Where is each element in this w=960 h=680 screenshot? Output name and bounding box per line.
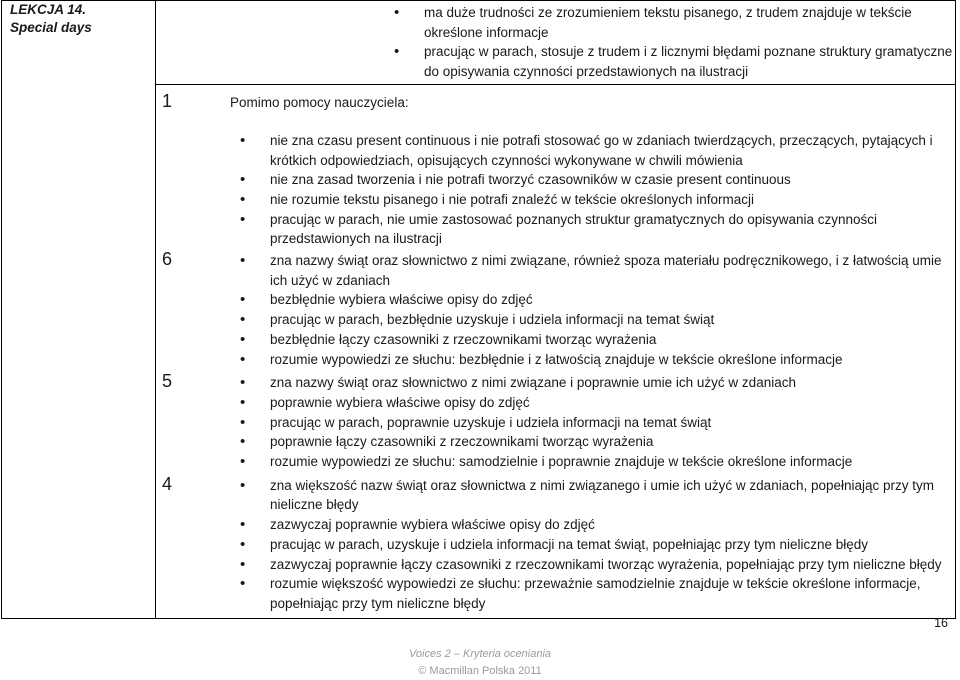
grade-5-number: 5 bbox=[162, 371, 173, 392]
grade-6-block bbox=[156, 251, 955, 369]
list-item: • zazwyczaj poprawnie łączy czasowniki z rzeczownikami tworząc wyrażenia, popełniając przy tym nieliczne błędy bbox=[270, 555, 955, 575]
grade-6-list bbox=[156, 251, 955, 369]
grade-5-list bbox=[156, 373, 955, 472]
list-item: • pracując w parach, stosuje z trudem i z licznymi błędami poznane struktury gramatyczne do opisywania czynności przedstawionych na ilustracji bbox=[424, 42, 955, 81]
grade-4-list bbox=[156, 473, 955, 614]
list-item: • bezbłędnie łączy czasowniki z rzeczownikami tworząc wyrażenia bbox=[270, 330, 955, 350]
list-item: • nie zna zasad tworzenia i nie potrafi tworzyć czasowników w czasie present continuous bbox=[270, 170, 955, 190]
grade-1-number: 1 bbox=[162, 90, 173, 111]
list-item: • nie zna czasu present continuous i nie potrafi stosować go w zdaniach twierdzących, przeczących, pytających i krótkich odpowiedziach, opisujących czynności wykonywane w chwili mówienia bbox=[270, 131, 955, 170]
grade-1-intro: Pomimo pomocy nauczyciela: bbox=[230, 94, 409, 110]
list-item: • pracując w parach, nie umie zastosować poznanych struktur gramatycznych do opisywania czynności przedstawionych na ilustracji bbox=[270, 210, 955, 249]
top-block-cell bbox=[156, 1, 956, 85]
criteria-table bbox=[1, 0, 956, 619]
list-item: • rozumie wypowiedzi ze słuchu: samodzielnie i poprawnie znajduje w tekście określone informacje bbox=[270, 452, 955, 472]
top-block-list bbox=[156, 3, 955, 82]
list-item: • rozumie większość wypowiedzi ze słuchu: przeważnie samodzielnie znajduje w tekście określone informacje, popełniając przy tym nieliczne błędy bbox=[270, 574, 955, 613]
list-item: • rozumie wypowiedzi ze słuchu: bezbłędnie i z łatwością znajduje w tekście określone informacje bbox=[270, 350, 955, 370]
lesson-title bbox=[2, 1, 155, 37]
list-item: • zna większość nazw świąt oraz słownictwa z nimi związanego i umie ich użyć w zdaniach, popełniając przy tym nieliczne błędy bbox=[270, 476, 955, 515]
footer-copyright: © Macmillan Polska 2011 bbox=[418, 665, 542, 677]
grade-4-number: 4 bbox=[162, 473, 173, 494]
footer-title: Voices 2 – Kryteria oceniania bbox=[408, 648, 552, 660]
list-item: • zazwyczaj poprawnie wybiera właściwe opisy do zdjęć bbox=[270, 515, 955, 535]
list-item: • nie rozumie tekstu pisanego i nie potrafi znaleźć w tekście określonych informacji bbox=[270, 190, 955, 210]
list-item: • pracując w parach, poprawnie uzyskuje i udziela informacji na temat świąt bbox=[270, 413, 955, 433]
lesson-cell bbox=[2, 1, 156, 619]
lesson-number: LEKCJA 14. bbox=[10, 2, 87, 17]
page-number: 16 bbox=[934, 616, 948, 630]
list-item: • pracując w parach, uzyskuje i udziela informacji na temat świąt, popełniając przy tym nieliczne błędy bbox=[270, 535, 955, 555]
list-item: • bezbłędnie wybiera właściwe opisy do zdjęć bbox=[270, 290, 955, 310]
grade-5-block bbox=[156, 373, 955, 472]
list-item: • ma duże trudności ze zrozumieniem tekstu pisanego, z trudem znajduje w tekście określone informacje bbox=[424, 3, 955, 42]
grades-cell bbox=[156, 84, 956, 618]
lesson-topic: Special days bbox=[10, 20, 92, 35]
grade-4-block bbox=[156, 473, 955, 614]
grade-1-block bbox=[156, 85, 955, 117]
grade-6-number: 6 bbox=[162, 249, 173, 270]
list-item: • pracując w parach, bezbłędnie uzyskuje i udziela informacji na temat świąt bbox=[270, 310, 955, 330]
list-item: • poprawnie wybiera właściwe opisy do zdjęć bbox=[270, 393, 955, 413]
grade-1-list bbox=[156, 131, 955, 249]
list-item: • zna nazwy świąt oraz słownictwo z nimi związane i poprawnie umie ich użyć w zdaniach bbox=[270, 373, 955, 393]
footer bbox=[0, 646, 960, 680]
list-item: • poprawnie łączy czasowniki z rzeczownikami tworząc wyrażenia bbox=[270, 432, 955, 452]
list-item: • zna nazwy świąt oraz słownictwo z nimi związane, również spoza materiału podręcznikowego, i z łatwością umie ich użyć w zdaniach bbox=[270, 251, 955, 290]
